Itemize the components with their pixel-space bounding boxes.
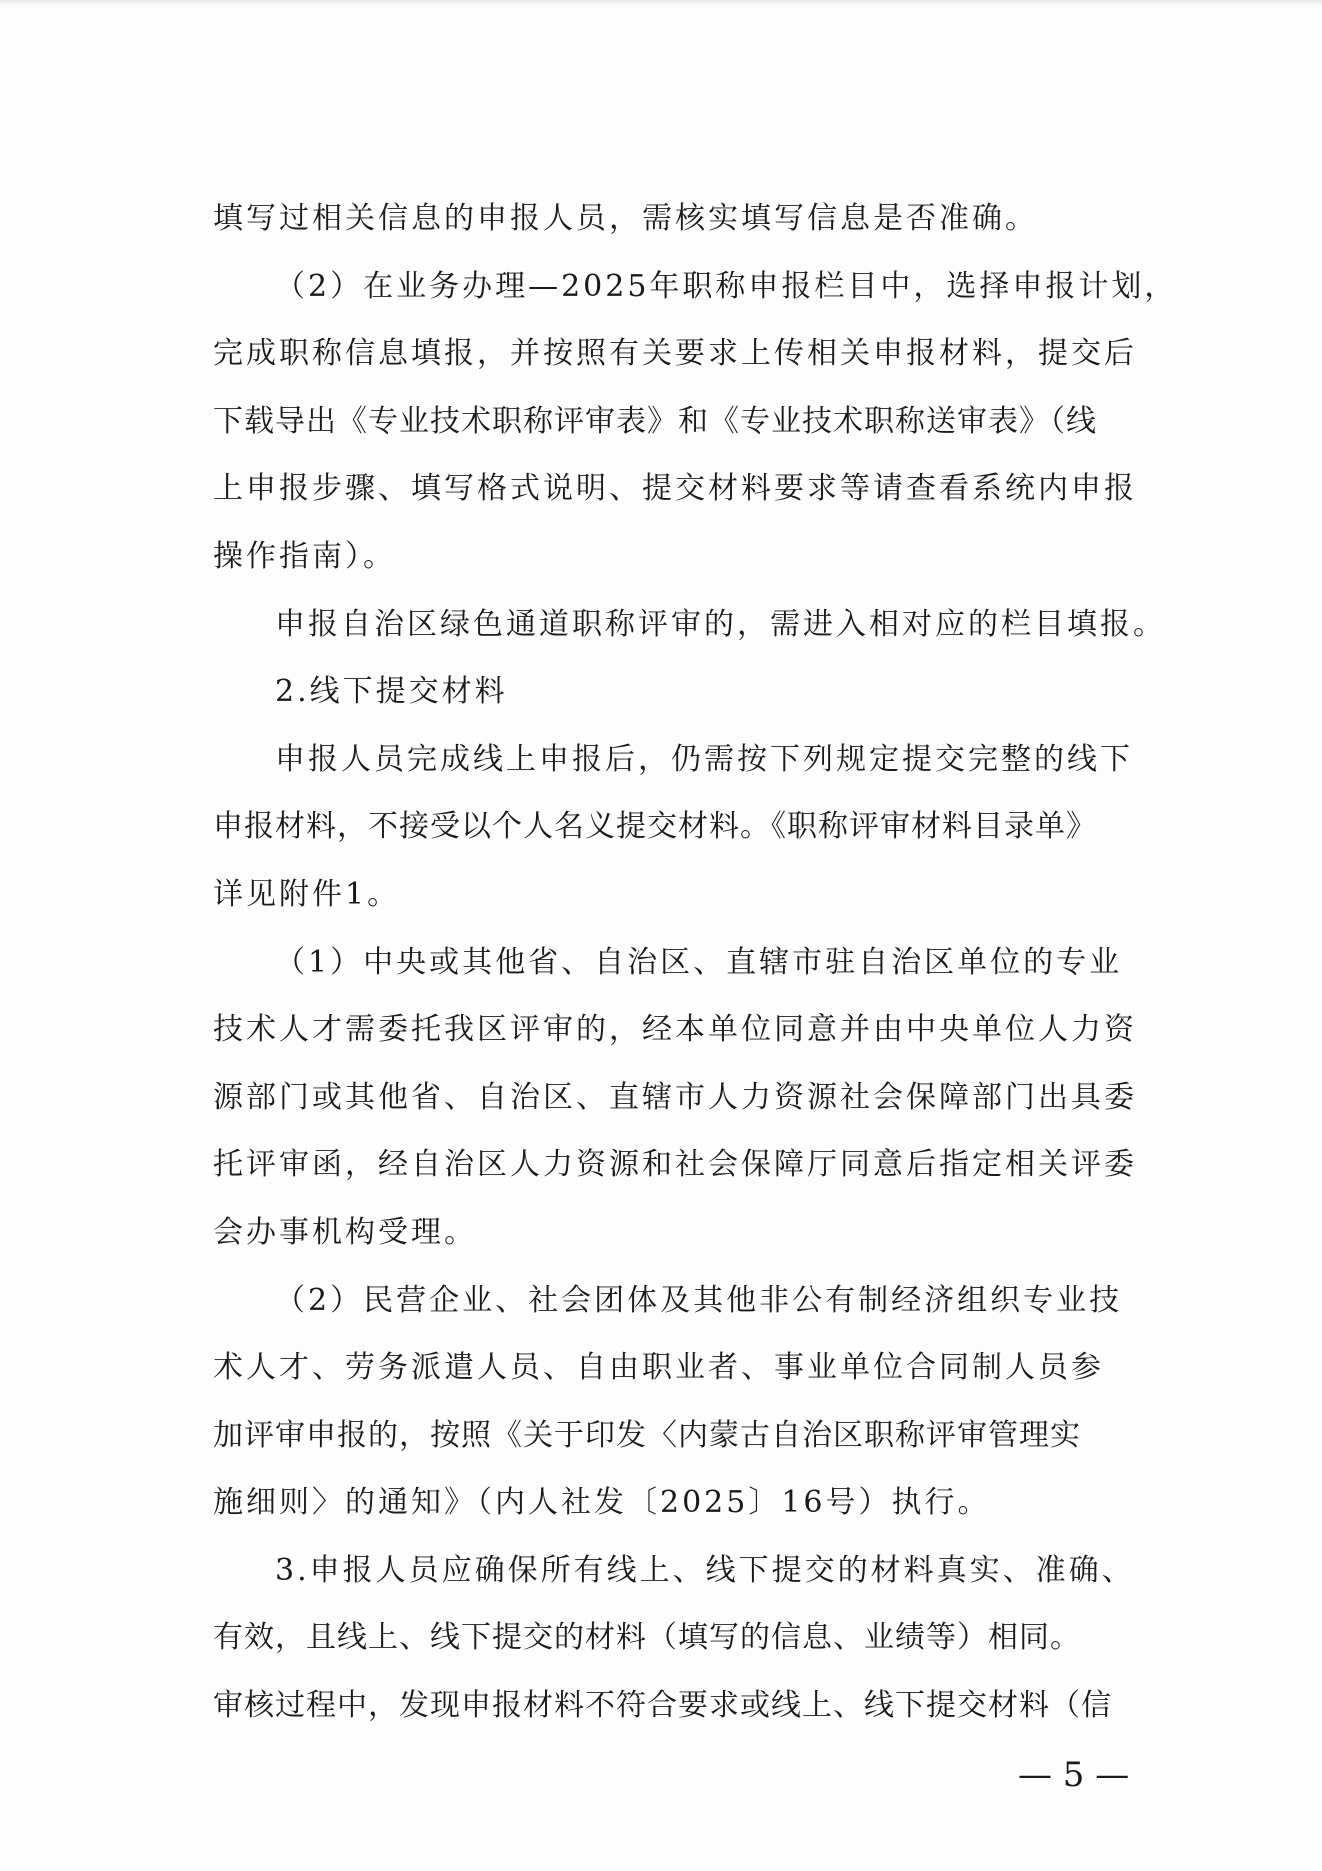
text-line: 审核过程中，发现申报材料不符合要求或线上、线下提交材料（信 — [213, 1688, 1112, 1724]
text-line: 上申报步骤、填写格式说明、提交材料要求等请查看系统内申报 — [213, 471, 1137, 507]
text-line: （2）在业务办理—2025年职称申报栏目中，选择申报计划， — [275, 268, 1178, 304]
text-line: 技术人才需委托我区评审的，经本单位同意并由中央单位人力资 — [213, 1012, 1137, 1048]
section-heading: 3.申报人员应确保所有线上、线下提交的材料真实、准确、 — [275, 1552, 1135, 1588]
text-line: 申报自治区绿色通道职称评审的，需进入相对应的栏目填报。 — [275, 606, 1166, 642]
text-line: 申报材料，不接受以个人名义提交材料。《职称评审材料目录单》 — [213, 809, 1097, 845]
text-line: 详见附件1。 — [213, 876, 401, 912]
text-line: 源部门或其他省、自治区、直辖市人力资源社会保障部门出具委 — [213, 1079, 1137, 1115]
text-line: 会办事机构受理。 — [213, 1214, 477, 1250]
text-line: 操作指南）。 — [213, 538, 396, 574]
text-line: 托评审函，经自治区人力资源和社会保障厅同意后指定相关评委 — [213, 1147, 1137, 1183]
body-text — [213, 185, 1178, 1740]
scan-top-edge — [0, 0, 1322, 6]
text-line: 完成职称信息填报，并按照有关要求上传相关申报材料，提交后 — [213, 336, 1137, 372]
text-line: 术人才、劳务派遣人员、自由职业者、事业单位合同制人员参 — [213, 1350, 1104, 1386]
section-heading: 2.线下提交材料 — [275, 674, 508, 710]
text-line: 填写过相关信息的申报人员，需核实填写信息是否准确。 — [213, 201, 1038, 236]
text-line: 加评审申报的，按照《关于印发〈内蒙古自治区职称评审管理实 — [213, 1417, 1081, 1453]
text-line: 申报人员完成线上申报后，仍需按下列规定提交完整的线下 — [275, 741, 1133, 777]
text-line: 有效，且线上、线下提交的材料（填写的信息、业绩等）相同。 — [213, 1620, 1081, 1656]
page-number: — 5 — — [1018, 1755, 1130, 1795]
text-line: （1）中央或其他省、自治区、直辖市驻自治区单位的专业 — [275, 944, 1123, 980]
text-line: 下载导出《专业技术职称评审表》和《专业技术职称送审表》（线 — [213, 403, 1097, 439]
text-line: （2）民营企业、社会团体及其他非公有制经济组织专业技 — [275, 1282, 1123, 1318]
text-line: 施细则〉的通知》（内人社发〔2025〕16号）执行。 — [213, 1485, 991, 1521]
